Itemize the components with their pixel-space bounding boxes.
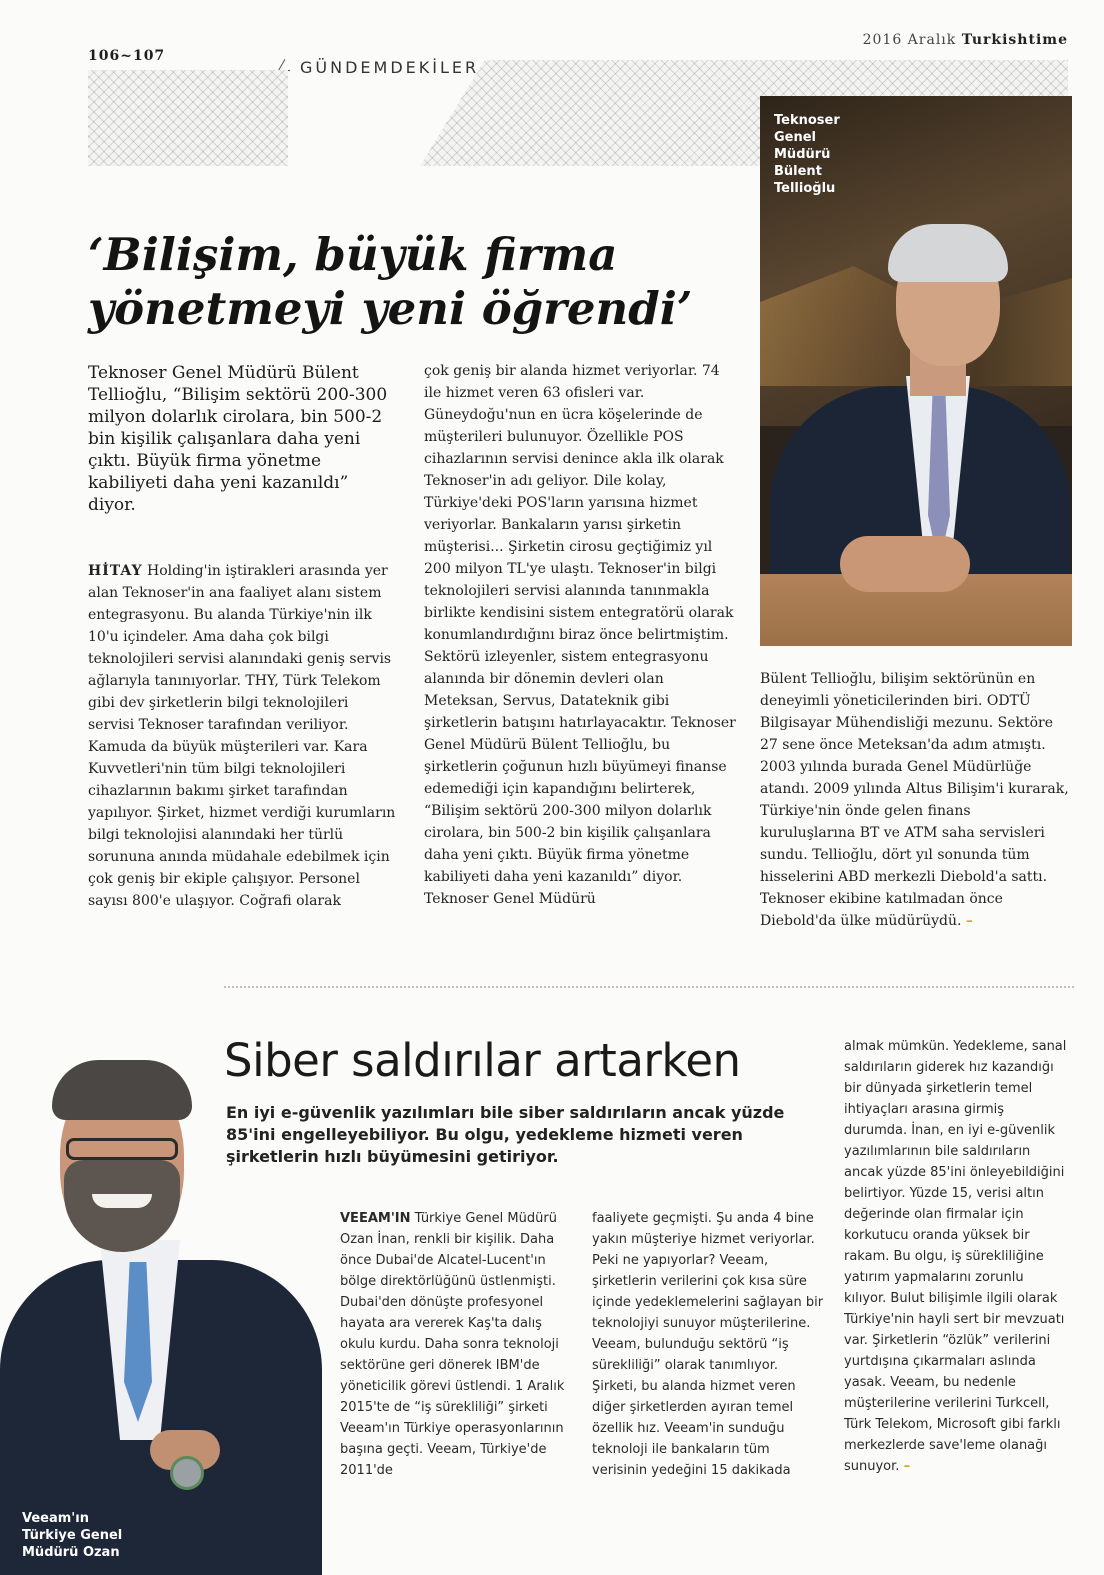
photo-caption-2 [22, 1510, 162, 1561]
column-text: Türkiye Genel Müdürü Ozan İnan, renkli bir kişilik. Daha önce Dubai'de Alcatel-Lucent'ın bölge direktörlüğünü üstlenmişti. Dubai'den dönüşte profesyonel hayata ara vererek Kaş'ta dalış okulu kurdu. Daha sonra teknoloji sektörüne geri dönerek IBM'de yöneticilik görevi üstlendi. 1 Aralık 2015'te de “iş sürekliliği” şirketi Veeam'ın Türkiye operasyonlarının başına geçti. Veeam, Türkiye'de 2011'de [340, 1211, 565, 1478]
article2-column-1 [340, 1208, 572, 1481]
photo-caption-1 [774, 112, 894, 197]
caption-line: Veeam'ın [22, 1511, 89, 1526]
lead-word: HİTAY [88, 563, 143, 579]
end-mark: – [965, 913, 973, 929]
column-text: Bülent Tellioğlu, bilişim sektörünün en deneyimli yöneticilerinden biri. ODTÜ Bilgisayar Mühendisliği mezunu. Sektöre 27 sene önce Meteksan'da adım atmıştı. 2003 yılında burada Genel Müdürlüğe atandı. 2009 yılında Altus Bilişim'i kurarak, Türkiye'nin önde gelen finans kuruluşlarına BT ve ATM saha servisleri sundu. Tellioğlu, dört yıl sonunda tüm hisselerini ABD merkezli Diebold'a sattı. Teknoser ekibine katılmadan önce Diebold'da ülke müdürüydü. [760, 671, 1069, 929]
section-title: GÜNDEMDEKİLER [300, 58, 480, 77]
magazine-name: Turkishtime [961, 32, 1068, 48]
caption-line: Müdürü [774, 147, 831, 162]
article1-column-2: çok geniş bir alanda hizmet veriyorlar. 74 ile hizmet veren 63 ofisleri var. Güneydoğu'nun en ücra köşelerinde de müşterileri bulunuyor. Özellikle POS cihazlarının servisi denince akla ilk olarak Teknoser'in adı geliyor. Dile kolay, Türkiye'deki POS'ların yarısına hizmet veriyorlar. Bankaların yarısı şirketin müşterisi... Şirketin cirosu geçtiğimiz yıl 200 milyon TL'ye ulaştı. Teknoser'in bilgi teknolojileri servisi alanında tanınmakla birlikte kendisini sistem entegratörü olarak konumlandırdığını biraz önce belirtmiştim. Sektörü izleyenler, sistem entegrasyonu alanında bir dönemin devleri olan Meteksan, Servus, Datateknik gibi şirketlerin batışını hatırlayacaktır. Teknoser Genel Müdürü Bülent Tellioğlu, bu şirketlerin çoğunun hızlı büyümeyi finanse edemediği için kapandığını belirterek, “Bilişim sektörü 200-300 milyon dolarlık cirolara, bin 500-2 bin kişilik çalışanlara daha yeni çıktı. Büyük firma yönetme kabiliyeti daha yeni kazanıldı” diyor. Teknoser Genel Müdürü [424, 363, 736, 907]
column-text: almak mümkün. Yedekleme, sanal saldırıların giderek hız kazandığı bir dünyada şirketlerin temel ihtiyaçları arasına girmiş durumda. İnan, en iyi e-güvenlik yazılımlarının bile saldırıların ancak yüzde 85'ini önleyebildiğini belirtiyor. Yüzde 15, verisi altın değerinde olan firmalar için korkutucu oranda yüksek bir rakam. Bu olgu, iş sürekliliğine yatırım yapmalarını zorunlu kılıyor. Bulut bilişimle ilgili olarak Türkiye'nin hayli sert bir mevzuatı var. Şirketlerin “özlük” verilerini yurtdışına çıkarmaları aslında yasak. Veeam, bu nedenle müşterilerine verilerini Turkcell, Türk Telekom, Microsoft gibi farklı merkezlerde save'leme olanağı sunuyor. [844, 1039, 1067, 1474]
end-mark: – [903, 1459, 911, 1474]
headline-line: ‘Bilişim, büyük firma [88, 228, 618, 281]
caption-line: Teknoser [774, 113, 840, 128]
article1-column-1 [88, 560, 398, 912]
article2-column-3 [844, 1036, 1070, 1477]
publication-info [863, 32, 1068, 48]
column-text: Holding'in iştirakleri arasında yer alan Teknoser'in ana faaliyet alanı sistem entegrasyonu. Bu alanda Türkiye'nin ilk 10'u içindeler. Ama daha çok bilgi teknolojileri servisi alanındaki geniş servis ağlarıyla tanınıyorlar. THY, Türk Telekom gibi dev şirketlerin bilgi teknolojileri servisi Teknoser tarafından veriliyor. Kamuda da büyük müşterileri var. Kara Kuvvetleri'nin tüm bilgi teknolojileri cihazlarının bakımı şirket tarafından yapılıyor. Şirket, hizmet verdiği kurumların bilgi teknolojisi alanındaki her türlü sorununa anında müdahale edebilmek için çok geniş bir ekiple çalışıyor. Personel sayısı 800'e ulaşıyor. Coğrafi olarak [88, 563, 396, 909]
lead-word: VEEAM'IN [340, 1211, 411, 1226]
article1-column-3 [760, 668, 1070, 932]
caption-line: Müdürü Ozan [22, 1545, 120, 1560]
article2-headline: Siber saldırılar artarken [224, 1034, 741, 1087]
caption-line: Bülent [774, 164, 822, 179]
page-numbers: 106~107 [88, 48, 166, 64]
photo-bulent-tellioglu [760, 96, 1072, 646]
article2-column-2: faaliyete geçmişti. Şu anda 4 bine yakın müşteriye hizmet veriyorlar. Peki ne yapıyorlar? Veeam, şirketlerin verilerini çok kısa süre içinde yedeklemelerini sağlayan bir teknolojiyi sunuyor müşterilerine. Veeam, bulunduğu sektörü “iş sürekliliği” olarak tanımlıyor. Şirketi, bu alanda hizmet veren diğer şirketlerden ayıran temel özellik hız. Veeam'in sunduğu teknoloji ile bankaların tüm verisinin yedeğini 15 dakikada [592, 1211, 824, 1478]
article1-headline [88, 228, 748, 336]
article2-lead: En iyi e-güvenlik yazılımları bile siber saldırıların ancak yüzde 85'ini engelleyebiliyor. Bu olgu, yedekleme hizmeti veren şirketlerin hızlı büyümesini getiriyor. [226, 1103, 785, 1166]
article1-lead: Teknoser Genel Müdürü Bülent Tellioğlu, “Bilişim sektörü 200-300 milyon dolarlık cirolara, bin 500-2 bin kişilik çalışanlara daha yeni çıktı. Büyük firma yönetme kabiliyeti daha yeni kazanıldı” diyor. [88, 363, 388, 515]
header-hatch-left [88, 70, 288, 166]
headline-line: yönetmeyi yeni öğrendi’ [88, 282, 693, 335]
issue-date: 2016 Aralık [862, 32, 957, 48]
caption-line: Genel [774, 130, 817, 145]
caption-line: Türkiye Genel [22, 1528, 123, 1543]
caption-line: Tellioğlu [774, 181, 836, 196]
article-divider [224, 986, 1074, 988]
